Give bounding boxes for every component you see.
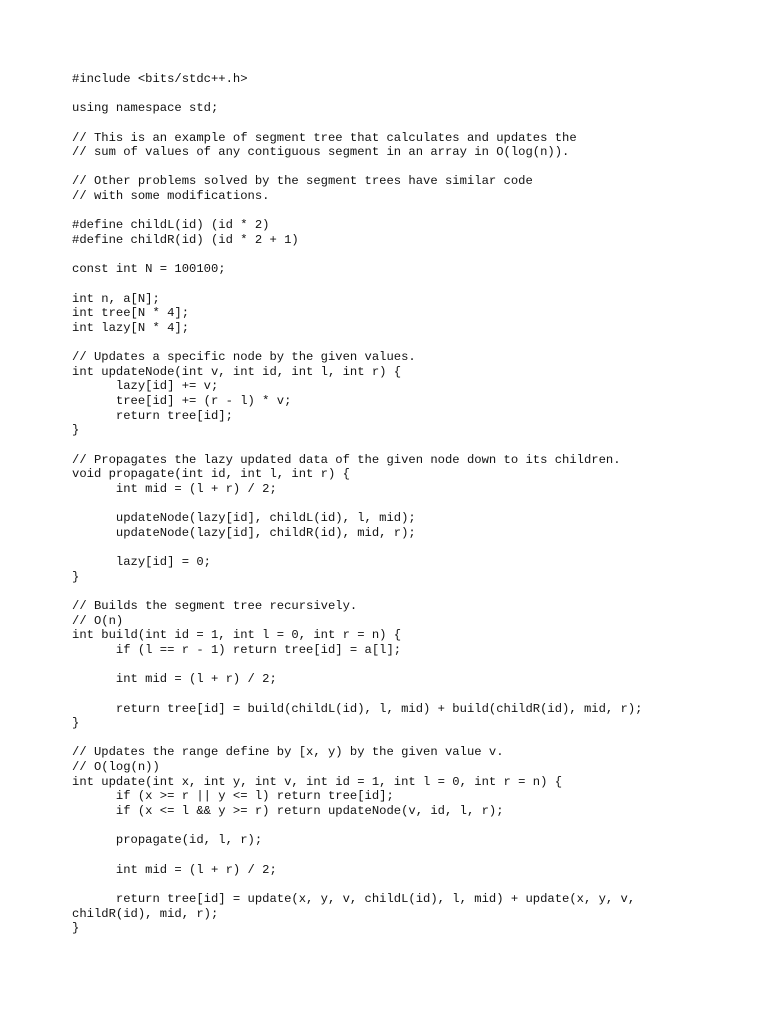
- code-line: childR(id), mid, r);: [72, 906, 219, 921]
- code-line: // O(n): [72, 613, 124, 628]
- code-line: int update(int x, int y, int v, int id = 1, int l = 0, int r = n) {: [72, 774, 563, 789]
- code-line: int build(int id = 1, int l = 0, int r = n) {: [72, 628, 402, 643]
- code-line: if (x >= r || y <= l) return tree[id];: [72, 789, 394, 804]
- code-line: [72, 658, 642, 673]
- code-line: // O(log(n)): [72, 760, 160, 775]
- code-line: // Builds the segment tree recursively.: [72, 599, 358, 614]
- code-line: // This is an example of segment tree that calculates and updates the: [72, 130, 577, 145]
- code-line: // Other problems solved by the segment trees have similar code: [72, 174, 533, 189]
- code-line: if (x <= l && y >= r) return updateNode(v, id, l, r);: [72, 804, 504, 819]
- code-line: using namespace std;: [72, 101, 219, 116]
- code-line: tree[id] += (r - l) * v;: [72, 394, 292, 409]
- code-block: [72, 72, 642, 936]
- code-line: return tree[id];: [72, 408, 233, 423]
- code-line: // sum of values of any contiguous segment in an array in O(log(n)).: [72, 145, 570, 160]
- code-line: lazy[id] = 0;: [72, 555, 211, 570]
- code-line: return tree[id] = update(x, y, v, childL(id), l, mid) + update(x, y, v,: [72, 891, 636, 906]
- code-line: }: [72, 921, 80, 936]
- code-line: void propagate(int id, int l, int r) {: [72, 467, 350, 482]
- code-line: [72, 731, 642, 746]
- code-line: [72, 248, 642, 263]
- code-line: [72, 541, 642, 556]
- code-line: int mid = (l + r) / 2;: [72, 481, 277, 496]
- code-line: lazy[id] += v;: [72, 379, 219, 394]
- code-line: [72, 336, 642, 351]
- code-line: [72, 438, 642, 453]
- code-line: // with some modifications.: [72, 189, 270, 204]
- code-line: [72, 497, 642, 512]
- code-line: [72, 204, 642, 219]
- code-line: updateNode(lazy[id], childR(id), mid, r);: [72, 525, 416, 540]
- code-line: [72, 877, 642, 892]
- code-line: #include <bits/stdc++.h>: [72, 72, 248, 86]
- code-line: int mid = (l + r) / 2;: [72, 672, 277, 687]
- code-line: }: [72, 716, 80, 731]
- code-line: // Propagates the lazy updated data of the given node down to its children.: [72, 452, 621, 467]
- code-line: int mid = (l + r) / 2;: [72, 862, 277, 877]
- code-line: #define childL(id) (id * 2): [72, 218, 270, 233]
- code-line: [72, 687, 642, 702]
- code-line: propagate(id, l, r);: [72, 833, 263, 848]
- code-line: [72, 584, 642, 599]
- code-line: [72, 819, 642, 834]
- code-line: int updateNode(int v, int id, int l, int r) {: [72, 364, 402, 379]
- code-line: [72, 160, 642, 175]
- code-line: int lazy[N * 4];: [72, 320, 190, 335]
- code-line: return tree[id] = build(childL(id), l, mid) + build(childR(id), mid, r);: [72, 701, 643, 716]
- code-line: // Updates a specific node by the given values.: [72, 350, 416, 365]
- code-line: if (l == r - 1) return tree[id] = a[l];: [72, 642, 402, 657]
- code-line: }: [72, 569, 80, 584]
- code-line: updateNode(lazy[id], childL(id), l, mid);: [72, 511, 416, 526]
- code-line: [72, 116, 642, 131]
- code-line: int n, a[N];: [72, 291, 160, 306]
- code-line: }: [72, 423, 80, 438]
- code-line: [72, 848, 642, 863]
- code-line: #define childR(id) (id * 2 + 1): [72, 233, 299, 248]
- code-line: const int N = 100100;: [72, 262, 226, 277]
- code-line: // Updates the range define by [x, y) by the given value v.: [72, 745, 504, 760]
- code-line: int tree[N * 4];: [72, 306, 190, 321]
- code-line: [72, 87, 642, 102]
- code-line: [72, 277, 642, 292]
